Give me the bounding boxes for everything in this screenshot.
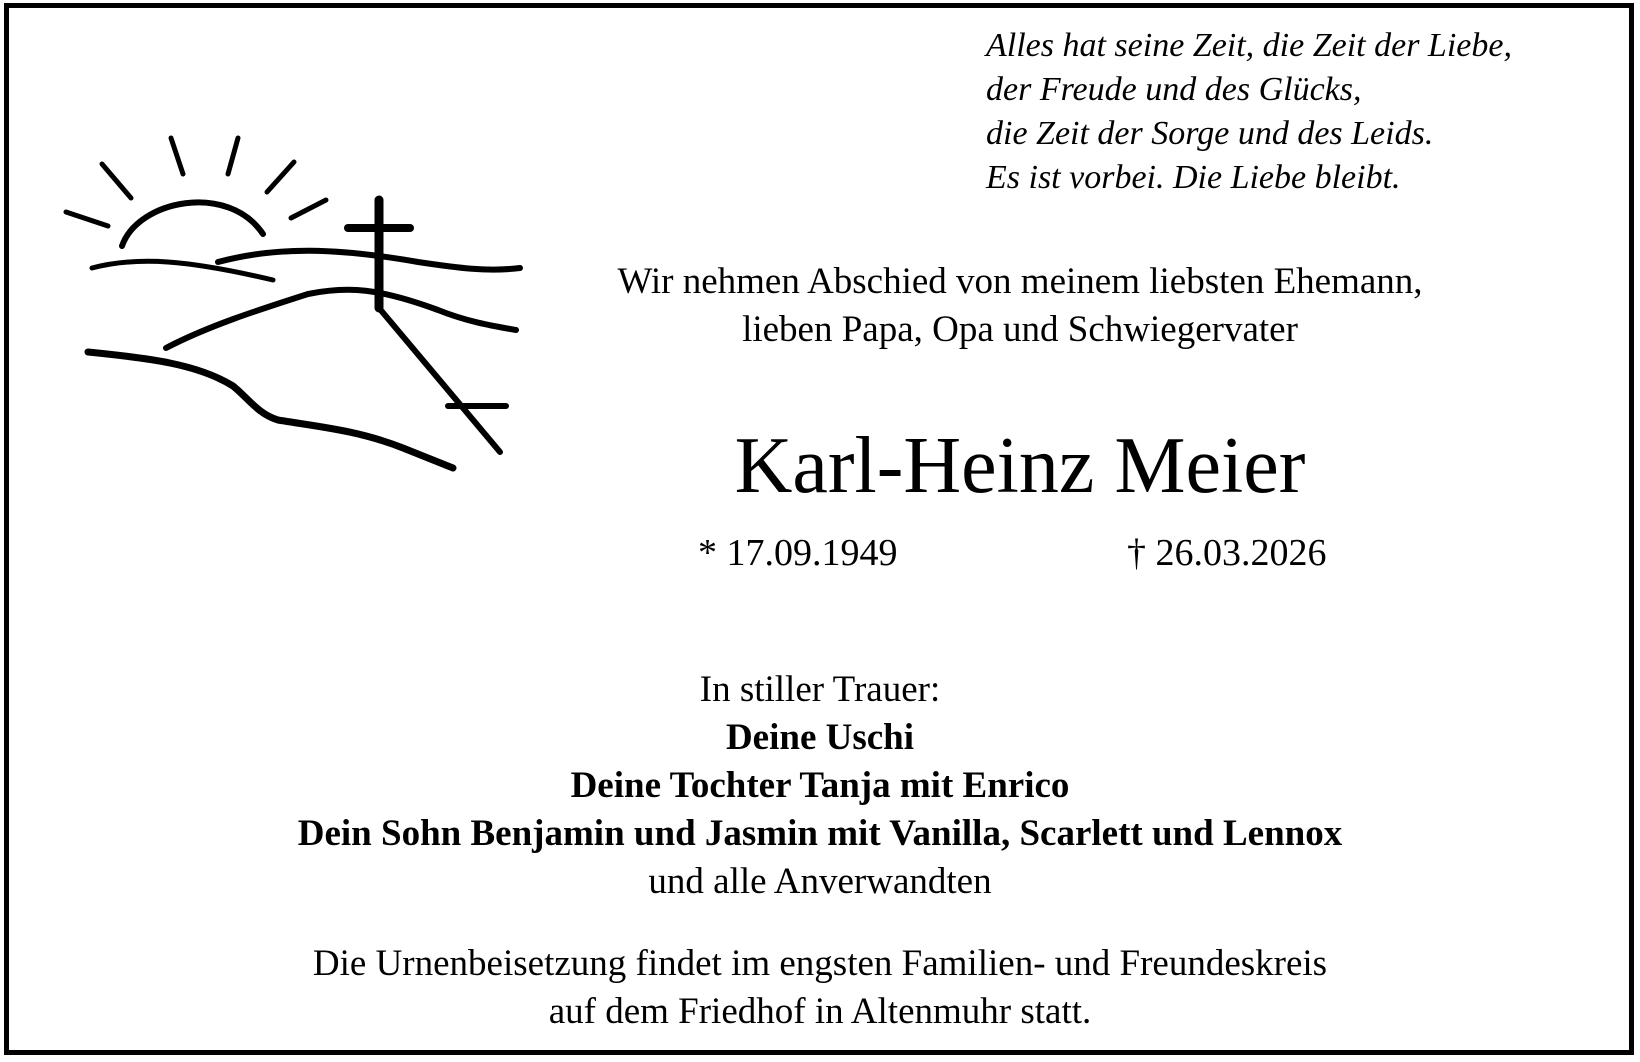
funeral-notice xyxy=(0,940,1640,1036)
mourner-name: Deine Uschi xyxy=(725,717,915,758)
poem-line: Alles hat seine Zeit, die Zeit der Liebe, xyxy=(986,27,1512,64)
mourners-list xyxy=(0,666,1640,906)
farewell-intro xyxy=(540,258,1500,354)
poem-line: Es ist vorbei. Die Liebe bleibt. xyxy=(986,159,1401,196)
mourner-name: Dein Sohn Benjamin und Jasmin mit Vanilla, Scarlett und Lennox xyxy=(297,813,1343,854)
mourning-closing: und alle Anverwandten xyxy=(648,861,992,902)
death-date: † 26.03.2026 xyxy=(1127,532,1327,574)
mourning-heading: In stiller Trauer: xyxy=(699,669,941,710)
sun-hills-cross-icon xyxy=(58,130,548,502)
deceased-name: Karl-Heinz Meier xyxy=(734,422,1306,510)
intro-line: lieben Papa, Opa und Schwiegervater xyxy=(742,309,1298,350)
birth-date: * 17.09.1949 xyxy=(698,532,898,574)
intro-line: Wir nehmen Abschied von meinem liebsten Ehemann, xyxy=(617,261,1423,302)
poem-line: die Zeit der Sorge und des Leids. xyxy=(986,115,1434,152)
funeral-line: Die Urnenbeisetzung findet im engsten Familien- und Freundeskreis xyxy=(312,943,1328,984)
poem-line: der Freude und des Glücks, xyxy=(986,71,1362,108)
poem xyxy=(986,24,1512,200)
funeral-line: auf dem Friedhof in Altenmuhr statt. xyxy=(548,991,1092,1032)
mourner-name: Deine Tochter Tanja mit Enrico xyxy=(570,765,1070,806)
